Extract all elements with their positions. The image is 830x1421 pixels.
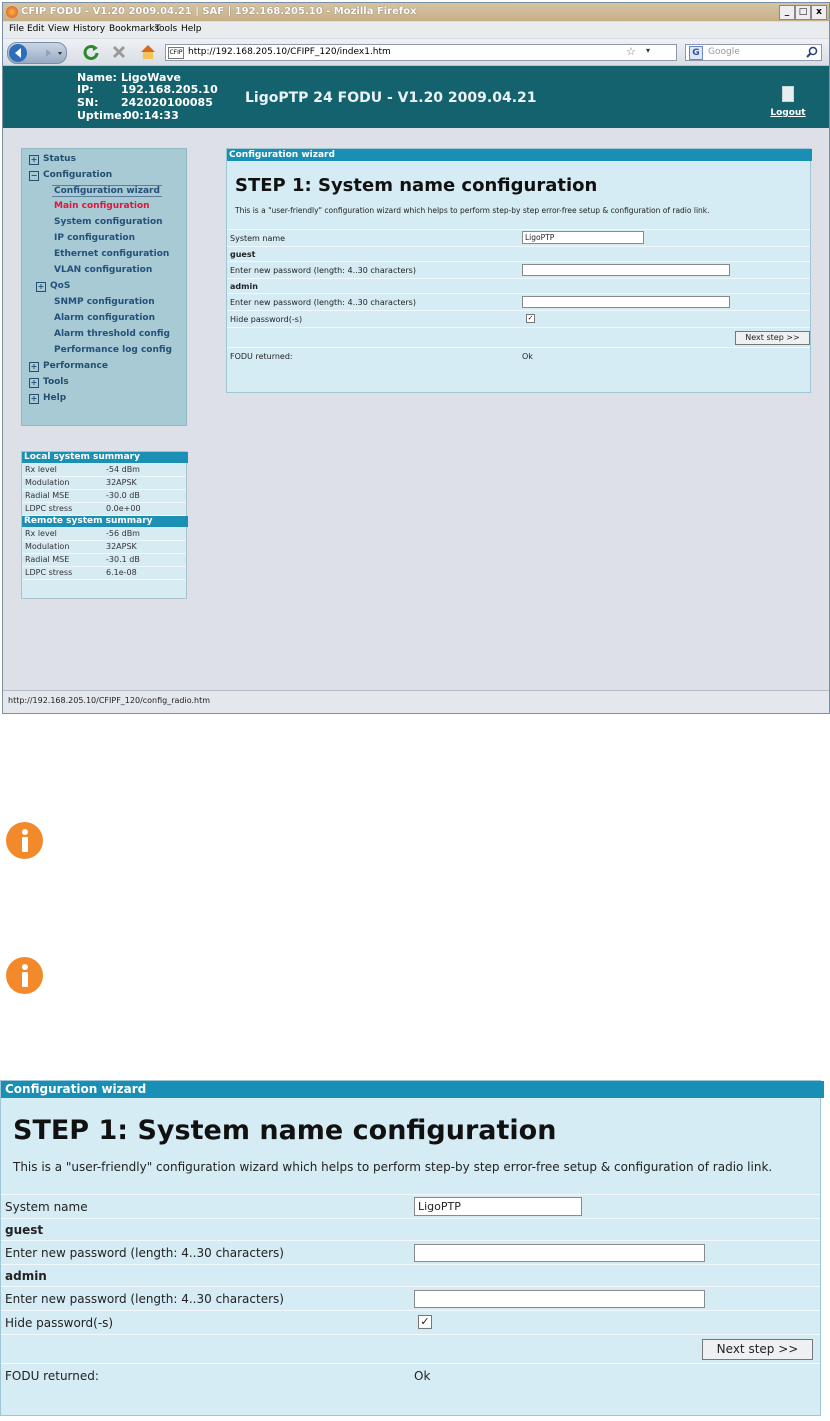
local-summary-header: Local system summary xyxy=(22,452,188,463)
stop-icon[interactable] xyxy=(111,44,127,60)
page-content xyxy=(3,66,829,690)
guest-row xyxy=(227,247,810,262)
system-name-input[interactable]: LigoPTP xyxy=(414,1197,582,1216)
menu-bookmarks[interactable]: Bookmarks xyxy=(109,24,160,34)
door-exit-icon xyxy=(782,86,794,102)
summary-row: Modulation 32APSK xyxy=(22,541,186,554)
expand-icon[interactable]: + xyxy=(37,282,45,291)
step-title: STEP 1: System name configuration xyxy=(13,1115,557,1146)
ip-label: IP: xyxy=(77,83,94,96)
sidebar-item-performance[interactable]: + Performance xyxy=(30,361,108,371)
hide-password-checkbox[interactable]: ✓ xyxy=(527,314,534,322)
uptime-value: 00:14:33 xyxy=(124,109,179,122)
title-bar xyxy=(3,3,829,21)
logout-label[interactable]: Logout xyxy=(770,108,806,118)
admin-password-input[interactable] xyxy=(522,296,730,308)
url-bar[interactable] xyxy=(165,44,677,61)
menu-help[interactable]: Help xyxy=(181,24,202,34)
step-title: STEP 1: System name configuration xyxy=(235,175,598,196)
sidebar-item-alarm-threshold-config[interactable]: Alarm threshold config xyxy=(54,329,170,339)
app-header xyxy=(3,66,829,128)
sidebar-item-ip-configuration[interactable]: IP configuration xyxy=(54,233,136,243)
fodu-returned-value: Ok xyxy=(522,352,533,361)
back-forward-group xyxy=(7,42,67,64)
guest-password-label: Enter new password (length: 4..30 characters) xyxy=(5,1246,284,1260)
hide-password-checkbox[interactable]: ✓ xyxy=(418,1315,432,1329)
search-placeholder: Google xyxy=(708,47,740,57)
guest-row xyxy=(1,1219,820,1241)
maximize-button[interactable]: □ xyxy=(795,5,811,20)
sidebar-item-system-configuration[interactable]: System configuration xyxy=(54,217,163,227)
admin-password-label: Enter new password (length: 4..30 characters) xyxy=(5,1292,284,1306)
minimize-button[interactable]: _ xyxy=(779,5,795,20)
fodu-returned-value: Ok xyxy=(414,1369,431,1383)
next-step-button[interactable]: Next step >> xyxy=(735,331,810,345)
admin-password-label: Enter new password (length: 4..30 characters) xyxy=(230,298,416,307)
summary-row: Radial MSE -30.0 dB xyxy=(22,490,186,503)
configuration-wizard-enlarged xyxy=(0,1080,821,1416)
app-title: LigoPTP 24 FODU - V1.20 2009.04.21 xyxy=(245,90,537,106)
window-title: CFIP FODU - V1.20 2009.04.21 | SAF | 192.168.205.10 - Mozilla Firefox xyxy=(21,6,417,17)
summary-row: Modulation 32APSK xyxy=(22,477,186,490)
name-value: LigoWave xyxy=(121,71,182,84)
admin-password-row xyxy=(227,294,810,311)
system-name-label: System name xyxy=(5,1200,88,1214)
system-summary xyxy=(21,451,187,599)
guest-password-input[interactable] xyxy=(414,1244,705,1262)
next-step-button[interactable]: Next step >> xyxy=(702,1339,813,1360)
menu-bar xyxy=(3,22,829,38)
status-bar xyxy=(3,690,829,714)
sidebar-item-help[interactable]: + Help xyxy=(30,393,67,403)
menu-edit[interactable]: Edit xyxy=(27,24,45,34)
sidebar-item-vlan-configuration[interactable]: VLAN configuration xyxy=(54,265,153,275)
hide-password-row xyxy=(1,1311,820,1335)
ip-value: 192.168.205.10 xyxy=(121,83,218,96)
sidebar-item-qos[interactable]: + QoS xyxy=(37,281,71,291)
close-button[interactable]: x xyxy=(811,5,827,20)
expand-icon[interactable]: + xyxy=(30,394,38,403)
admin-password-row xyxy=(1,1287,820,1311)
system-name-row xyxy=(227,230,810,247)
wizard-description: This is a "user-friendly" configuration wizard which helps to perform step-by step error-free setup & configuration of radio link. xyxy=(13,1160,773,1174)
guest-label: guest xyxy=(230,250,256,259)
browser-window xyxy=(2,2,830,714)
summary-row: LDPC stress 0.0e+00 xyxy=(22,503,186,516)
summary-row: Radial MSE -30.1 dB xyxy=(22,554,186,567)
system-name-input[interactable]: LigoPTP xyxy=(522,231,644,244)
fodu-returned-row xyxy=(227,348,810,364)
summary-row: Rx level -54 dBm xyxy=(22,464,186,477)
summary-row: Rx level -56 dBm xyxy=(22,528,186,541)
uptime-label: Uptime: xyxy=(77,109,127,122)
hide-password-row xyxy=(227,311,810,328)
next-row xyxy=(227,328,810,348)
menu-tools[interactable]: Tools xyxy=(155,24,178,34)
admin-row xyxy=(227,279,810,294)
sidebar-item-configuration[interactable]: − Configuration xyxy=(30,170,113,180)
navigation-toolbar xyxy=(3,39,829,66)
sidebar xyxy=(21,148,187,426)
sidebar-item-tools[interactable]: + Tools xyxy=(30,377,69,387)
menu-file[interactable]: File xyxy=(9,24,25,34)
sidebar-item-alarm-configuration[interactable]: Alarm configuration xyxy=(54,313,156,323)
summary-row: LDPC stress 6.1e-08 xyxy=(22,567,186,580)
fodu-returned-label: FODU returned: xyxy=(230,352,293,361)
reload-icon[interactable] xyxy=(83,44,99,60)
menu-history[interactable]: History xyxy=(73,24,106,34)
menu-view[interactable]: View xyxy=(48,24,70,34)
collapse-icon[interactable]: − xyxy=(30,171,38,180)
expand-icon[interactable]: + xyxy=(30,155,38,164)
fodu-returned-row xyxy=(1,1364,820,1386)
hide-password-label: Hide password(-s) xyxy=(230,315,303,324)
guest-label: guest xyxy=(5,1223,44,1237)
site-favicon: CFIP xyxy=(168,47,184,59)
expand-icon[interactable]: + xyxy=(30,362,38,371)
star-icon[interactable]: ☆ xyxy=(626,45,636,58)
hide-password-label: Hide password(-s) xyxy=(5,1316,114,1330)
home-icon[interactable] xyxy=(139,43,157,60)
sidebar-item-performance-log-config[interactable]: Performance log config xyxy=(54,345,172,355)
name-label: Name: xyxy=(77,71,117,84)
search-box[interactable] xyxy=(685,44,822,61)
logout-button[interactable] xyxy=(765,86,811,118)
fodu-returned-label: FODU returned: xyxy=(5,1369,99,1383)
sidebar-item-main-configuration[interactable]: Main configuration xyxy=(54,201,150,211)
configuration-wizard-panel xyxy=(226,148,811,393)
admin-label: admin xyxy=(230,282,258,291)
url-text: http://192.168.205.10/CFIPF_120/index1.htm xyxy=(188,47,391,57)
remote-summary-header: Remote system summary xyxy=(22,516,188,527)
guest-password-input[interactable] xyxy=(522,264,730,276)
wizard-header: Configuration wizard xyxy=(227,149,812,161)
google-icon[interactable]: G xyxy=(689,46,703,60)
admin-label: admin xyxy=(5,1269,47,1283)
guest-password-label: Enter new password (length: 4..30 characters) xyxy=(230,266,416,275)
admin-password-input[interactable] xyxy=(414,1290,705,1308)
search-icon[interactable] xyxy=(806,46,818,58)
system-name-row xyxy=(1,1195,820,1219)
wizard-description: This is a "user-friendly" configuration wizard which helps to perform step-by step error-free setup & configuration of radio link. xyxy=(235,206,710,215)
sn-value: 242020100085 xyxy=(121,96,213,109)
sidebar-item-configuration-wizard[interactable]: Configuration wizard xyxy=(54,186,160,196)
guest-password-row xyxy=(1,1241,820,1265)
info-icon xyxy=(6,822,43,859)
info-icon xyxy=(6,957,43,994)
status-url: http://192.168.205.10/CFIPF_120/config_radio.htm xyxy=(8,696,211,705)
sidebar-item-snmp-configuration[interactable]: SNMP configuration xyxy=(54,297,155,307)
chevron-down-icon[interactable]: ▾ xyxy=(646,46,651,55)
system-name-label: System name xyxy=(230,234,286,243)
back-arrow-icon[interactable] xyxy=(8,43,66,63)
admin-row xyxy=(1,1265,820,1287)
wizard-header: Configuration wizard xyxy=(1,1081,824,1098)
sidebar-item-ethernet-configuration[interactable]: Ethernet configuration xyxy=(54,249,170,259)
sidebar-item-status[interactable]: + Status xyxy=(30,154,76,164)
guest-password-row xyxy=(227,262,810,279)
firefox-icon xyxy=(6,6,18,18)
next-row xyxy=(1,1335,820,1364)
expand-icon[interactable]: + xyxy=(30,378,38,387)
sn-label: SN: xyxy=(77,96,99,109)
